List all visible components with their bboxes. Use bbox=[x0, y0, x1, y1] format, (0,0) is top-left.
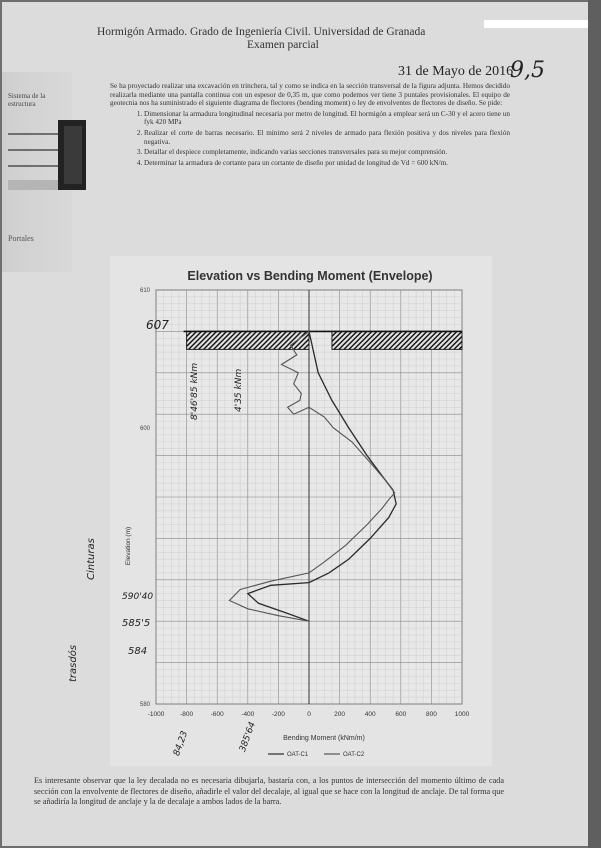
task-item: 3. Detallar el despiece completamente, indicando varias secciones transversales para su mejor comprensión. bbox=[144, 148, 510, 157]
exam-date: 31 de Mayo de 2016 bbox=[398, 64, 514, 79]
exam-header bbox=[97, 26, 487, 52]
header-line-2: Examen parcial bbox=[247, 39, 319, 51]
handwritten-grade: 9,5 bbox=[510, 58, 545, 83]
scan-edge bbox=[588, 0, 601, 848]
y-tick-label: 580 bbox=[139, 702, 150, 708]
handwritten-elevation-590: 590'40 bbox=[122, 592, 154, 602]
y-axis-label: Elevation (m) bbox=[125, 526, 132, 566]
x-tick-label: -200 bbox=[271, 711, 285, 718]
handwritten-side-note: Cinturas bbox=[86, 538, 97, 580]
side-figure bbox=[8, 120, 86, 190]
handwritten-bottom-note: 84,23 bbox=[172, 729, 191, 758]
y-tick-label: 600 bbox=[139, 426, 150, 432]
x-tick-label: -600 bbox=[210, 711, 224, 718]
task-item: 2. Realizar el corte de barras necesario. El mínimo será 2 niveles de armado para flexión positiva y dos niveles para flexión negativa. bbox=[144, 129, 510, 146]
exam-page bbox=[2, 2, 590, 846]
x-tick-label: 800 bbox=[425, 711, 437, 718]
legend-label: OAT-C2 bbox=[343, 752, 365, 758]
task-item: 1. Dimensionar la armadura longitudinal necesaria por metro de longitud. El hormigón a emplear será un C-30 y el acero tiene un fyk 420 MPa bbox=[144, 110, 510, 127]
x-tick-label: -800 bbox=[180, 711, 194, 718]
footer-note: Es interesante observar que la ley decalada no es necesaria dibujarla, bastaría con, a los puntos de intersección del momento último de cada sección con la envolvente de flectores de diseño, añadirle el valor del decalaje, al igual que se hace con la longitud de anclaje. De tal forma que se añadiría la longitud de anclaje y la de decalaje a ambos lados de la barra. bbox=[34, 776, 504, 806]
problem-statement bbox=[110, 82, 510, 169]
x-tick-label: -1000 bbox=[147, 711, 165, 718]
side-figure-caption: Portales bbox=[8, 234, 34, 243]
task-item: 4. Determinar la armadura de cortante para un cortante de diseño por unidad de longitud de Vd = 600 kN/m. bbox=[144, 159, 510, 168]
task-list bbox=[110, 110, 510, 168]
handwritten-side-note: trasdós bbox=[68, 644, 79, 682]
handwritten-elevation-585: 585'5 bbox=[122, 618, 151, 629]
chart-title: Elevation vs Bending Moment (Envelope) bbox=[187, 269, 433, 283]
bending-moment-chart bbox=[110, 256, 492, 766]
problem-paragraph: Se ha proyectado realizar una excavación en trinchera, tal y como se indica en la sección transversal de la figura adjunta. Hemos decidido realizarla mediante una pantalla continua con un espesor de 0,35 m, que como podemos ver tiene 3 puntales provisionales. El equipo de geotecnia nos ha suministrado el siguiente diagrama de flectores (bending moment) o ley de envolventes de flectores de diseño. Se pide: bbox=[110, 82, 510, 108]
handwritten-elevation-584: 584 bbox=[128, 646, 148, 657]
side-figure-label: Sistema de la estructura bbox=[8, 92, 46, 108]
x-tick-label: 400 bbox=[364, 711, 376, 718]
x-tick-label: 0 bbox=[307, 711, 311, 718]
x-tick-label: 200 bbox=[334, 711, 346, 718]
white-label-strip bbox=[484, 20, 588, 28]
handwritten-bottom-note: 385'64 bbox=[238, 720, 259, 754]
handwritten-moment-negative: 8'46'85 kNm bbox=[190, 362, 200, 420]
x-tick-label: -400 bbox=[241, 711, 255, 718]
y-tick-label: 610 bbox=[139, 288, 150, 294]
handwritten-moment-positive: 4'35 kNm bbox=[234, 368, 244, 412]
handwritten-elevation-607: 607 bbox=[146, 318, 169, 332]
legend-label: OAT-C1 bbox=[287, 752, 309, 758]
x-tick-label: 600 bbox=[395, 711, 407, 718]
x-axis-label: Bending Moment (kNm/m) bbox=[283, 735, 365, 742]
chart-grid bbox=[156, 290, 462, 704]
x-tick-label: 1000 bbox=[454, 711, 470, 718]
header-line-1: Hormigón Armado. Grado de Ingeniería Civil. Universidad de Granada bbox=[97, 26, 426, 38]
